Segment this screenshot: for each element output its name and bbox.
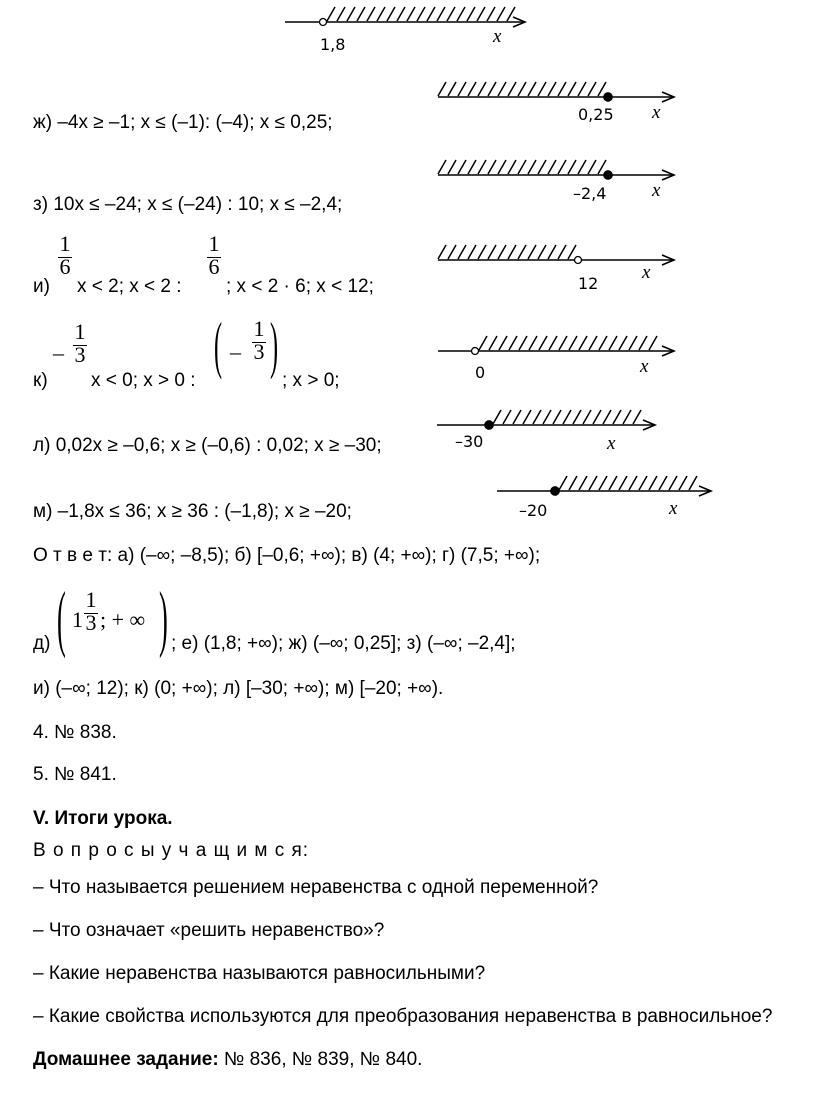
hatch-stroke <box>488 82 496 96</box>
hatch-stroke <box>639 476 647 490</box>
hatch-stroke <box>528 160 536 174</box>
hatch-stroke <box>498 82 506 96</box>
hatch-stroke <box>407 7 415 21</box>
hatch-stroke <box>347 7 355 21</box>
point-label: –2,4 <box>573 184 607 203</box>
point-label: 12 <box>578 274 599 293</box>
hatch-stroke <box>518 160 526 174</box>
hatch-stroke <box>573 410 581 424</box>
hatch-stroke <box>568 160 576 174</box>
hatch-stroke <box>539 336 547 350</box>
hatch-stroke <box>559 336 567 350</box>
left-paren: ( <box>214 309 223 381</box>
hatch-stroke <box>649 336 657 350</box>
hatch-stroke <box>629 476 637 490</box>
hatch-stroke <box>569 476 577 490</box>
hatch-stroke <box>489 336 497 350</box>
hatch-stroke <box>589 476 597 490</box>
point-marker <box>575 257 582 264</box>
number-line-l <box>437 403 662 454</box>
hatch-stroke <box>639 336 647 350</box>
hatch-stroke <box>588 160 596 174</box>
line-l: л) 0,02x ≥ –0,6; x ≥ (–0,6) : 0,02; x ≥ –30; <box>33 435 382 456</box>
minus-sign-2: – <box>230 339 241 364</box>
hatch-stroke <box>468 82 476 96</box>
questions-title: В о п р о с ы у ч а щ и м с я: <box>33 840 310 861</box>
hatch-stroke <box>508 245 516 259</box>
hatch-stroke <box>457 7 465 21</box>
hatch-stroke <box>458 82 466 96</box>
axis-variable: x <box>652 102 661 123</box>
hatch-stroke <box>523 410 531 424</box>
hatch-stroke <box>689 476 697 490</box>
hatch-stroke <box>528 245 536 259</box>
plus-infinity: ; + ∞ <box>100 607 146 632</box>
hatch-stroke <box>508 82 516 96</box>
hatch-stroke <box>498 160 506 174</box>
denominator: 3 <box>85 610 97 635</box>
hatch-stroke <box>518 82 526 96</box>
hatch-stroke <box>478 245 486 259</box>
number-line-k <box>438 330 683 382</box>
right-paren: ) <box>270 309 279 381</box>
hatch-stroke <box>623 410 631 424</box>
hatch-stroke <box>337 7 345 21</box>
hatch-stroke <box>619 476 627 490</box>
answer-line-2: ; е) (1,8; +∞); ж) (–∞; 0,25]; з) (–∞; –2,4]; <box>171 633 516 654</box>
number-line-top <box>285 8 535 54</box>
homework-text: № 836, № 839, № 840. <box>218 1049 423 1070</box>
hatch-stroke <box>669 476 677 490</box>
line-k-part-a: x < 0; x > 0 : <box>91 370 196 391</box>
hatch-stroke <box>538 82 546 96</box>
hatch-stroke <box>549 336 557 350</box>
axis-variable: x <box>652 180 661 201</box>
numerator: 1 <box>253 316 265 341</box>
homework <box>33 1049 422 1071</box>
hatch-stroke <box>397 7 405 21</box>
line-zh: ж) –4x ≥ –1; x ≤ (–1): (–4); x ≤ 0,25; <box>33 112 333 133</box>
hatch-stroke <box>437 7 445 21</box>
point-label: 0 <box>475 363 486 382</box>
fraction-one-third-3 <box>84 589 98 634</box>
hatch-stroke <box>659 476 667 490</box>
hatch-stroke <box>367 7 375 21</box>
hatch-stroke <box>589 336 597 350</box>
hatch-stroke <box>583 410 591 424</box>
hatch-stroke <box>427 7 435 21</box>
hatch-stroke <box>599 336 607 350</box>
hatch-stroke <box>558 160 566 174</box>
hatch-stroke <box>548 160 556 174</box>
question-1: – Что называется решением неравенства с одной переменной? <box>33 877 599 898</box>
numerator: 1 <box>74 319 86 344</box>
hatch-stroke <box>519 336 527 350</box>
hatch-stroke <box>468 160 476 174</box>
hatch-stroke <box>579 336 587 350</box>
hatch-stroke <box>579 476 587 490</box>
hatch-stroke <box>613 410 621 424</box>
point-marker <box>604 171 612 179</box>
hatch-stroke <box>538 160 546 174</box>
hatch-stroke <box>679 476 687 490</box>
hatch-stroke <box>599 476 607 490</box>
hatch-stroke <box>479 336 487 350</box>
number-line-svg <box>497 470 717 500</box>
hatch-stroke <box>548 245 556 259</box>
right-paren-d: ) <box>159 577 168 660</box>
hatch-stroke <box>487 7 495 21</box>
denominator: 6 <box>208 254 220 279</box>
hatch-stroke <box>609 476 617 490</box>
number-line-zh <box>438 80 683 124</box>
hatch-stroke <box>518 245 526 259</box>
hatch-stroke <box>569 336 577 350</box>
point-label: –30 <box>455 432 484 451</box>
denominator: 3 <box>74 342 86 367</box>
hatch-stroke <box>508 160 516 174</box>
question-3: – Какие неравенства называются равносильными? <box>33 963 486 984</box>
minus-sign: – <box>53 340 64 365</box>
hatch-stroke <box>538 245 546 259</box>
hatch-stroke <box>559 476 567 490</box>
hatch-stroke <box>588 82 596 96</box>
point-marker <box>551 487 559 495</box>
hatch-stroke <box>467 7 475 21</box>
task-4: 4. № 838. <box>33 722 117 743</box>
hatch-stroke <box>447 7 455 21</box>
hatch-stroke <box>438 245 446 259</box>
numerator: 1 <box>208 231 220 256</box>
hatch-stroke <box>438 160 446 174</box>
hatch-stroke <box>377 7 385 21</box>
number-line-m <box>497 470 717 520</box>
denominator: 3 <box>253 339 265 364</box>
hatch-stroke <box>629 336 637 350</box>
hatch-stroke <box>387 7 395 21</box>
left-paren-d: ( <box>57 577 66 660</box>
hatch-stroke <box>558 82 566 96</box>
hatch-stroke <box>357 7 365 21</box>
point-marker <box>320 19 327 26</box>
fraction-one-sixth-2 <box>207 233 221 278</box>
hatch-stroke <box>593 410 601 424</box>
axis-variable: x <box>669 498 678 519</box>
hatch-stroke <box>633 410 641 424</box>
hatch-stroke <box>458 245 466 259</box>
answer-line-3: и) (–∞; 12); к) (0; +∞); л) [–30; +∞); м) [–20; +∞). <box>33 678 444 699</box>
hatch-stroke <box>609 336 617 350</box>
hatch-stroke <box>603 410 611 424</box>
line-k-part-b: ; x > 0; <box>282 370 340 391</box>
hatch-stroke <box>509 336 517 350</box>
hatch-stroke <box>488 245 496 259</box>
line-i-part-b: ; x < 2 · 6; x < 12; <box>226 276 374 297</box>
line-i-prefix: и) <box>33 276 50 297</box>
fraction-one-third-2 <box>252 318 266 363</box>
task-5: 5. № 841. <box>33 764 117 785</box>
line-k-prefix: к) <box>33 370 48 391</box>
hatch-stroke <box>548 82 556 96</box>
hatch-stroke <box>448 160 456 174</box>
line-m: м) –1,8x ≤ 36; x ≥ 36 : (–1,8); x ≥ –20; <box>33 501 352 522</box>
point-label: 1,8 <box>320 35 346 54</box>
number-line-svg <box>438 157 683 187</box>
hatch-stroke <box>327 7 335 21</box>
hatch-stroke <box>478 160 486 174</box>
number-line-svg <box>438 80 683 110</box>
mixed-whole: 1 <box>72 607 83 632</box>
numerator: 1 <box>85 587 97 612</box>
hatch-stroke <box>529 336 537 350</box>
hatch-stroke <box>558 245 566 259</box>
hatch-stroke <box>553 410 561 424</box>
fraction-one-sixth <box>58 233 72 278</box>
numerator: 1 <box>59 231 71 256</box>
hatch-stroke <box>478 82 486 96</box>
hatch-stroke <box>458 160 466 174</box>
hatch-stroke <box>568 82 576 96</box>
hatch-stroke <box>503 410 511 424</box>
point-label: 0,25 <box>578 105 614 124</box>
hatch-stroke <box>438 82 446 96</box>
number-line-i <box>438 240 683 293</box>
number-line-svg <box>437 403 662 433</box>
point-label: –20 <box>519 501 548 520</box>
number-line-z <box>438 157 683 203</box>
hatch-stroke <box>563 410 571 424</box>
denominator: 6 <box>59 254 71 279</box>
hatch-stroke <box>533 410 541 424</box>
hatch-stroke <box>513 410 521 424</box>
point-marker <box>485 421 493 429</box>
fraction-one-third <box>73 321 87 366</box>
question-4: – Какие свойства используются для преобразования неравенства в равносильное? <box>33 1006 773 1027</box>
hatch-stroke <box>568 245 576 259</box>
point-marker <box>472 348 479 355</box>
homework-label: Домашнее задание: <box>33 1049 219 1070</box>
axis-variable: x <box>640 356 649 377</box>
line-i-part-a: x < 2; x < 2 : <box>77 276 182 297</box>
axis-variable: x <box>493 26 502 47</box>
section-title: V. Итоги урока. <box>33 808 173 829</box>
hatch-stroke <box>507 7 515 21</box>
hatch-stroke <box>448 82 456 96</box>
question-2: – Что означает «решить неравенство»? <box>33 920 385 941</box>
hatch-stroke <box>578 82 586 96</box>
hatch-stroke <box>619 336 627 350</box>
axis-variable: x <box>607 433 616 454</box>
hatch-stroke <box>649 476 657 490</box>
hatch-stroke <box>528 82 536 96</box>
hatch-stroke <box>493 410 501 424</box>
answer-d-prefix: д) <box>33 633 51 654</box>
hatch-stroke <box>417 7 425 21</box>
hatch-stroke <box>543 410 551 424</box>
hatch-stroke <box>488 160 496 174</box>
hatch-stroke <box>448 245 456 259</box>
hatch-stroke <box>497 7 505 21</box>
point-marker <box>604 93 612 101</box>
axis-variable: x <box>642 262 651 283</box>
line-z: з) 10x ≤ –24; x ≤ (–24) : 10; x ≤ –2,4; <box>33 194 343 215</box>
hatch-stroke <box>578 160 586 174</box>
hatch-stroke <box>499 336 507 350</box>
answer-line-1: О т в е т: а) (–∞; –8,5); б) [–0,6; +∞); в) (4; +∞); г) (7,5; +∞); <box>33 545 541 566</box>
hatch-stroke <box>498 245 506 259</box>
hatch-stroke <box>477 7 485 21</box>
hatch-stroke <box>468 245 476 259</box>
